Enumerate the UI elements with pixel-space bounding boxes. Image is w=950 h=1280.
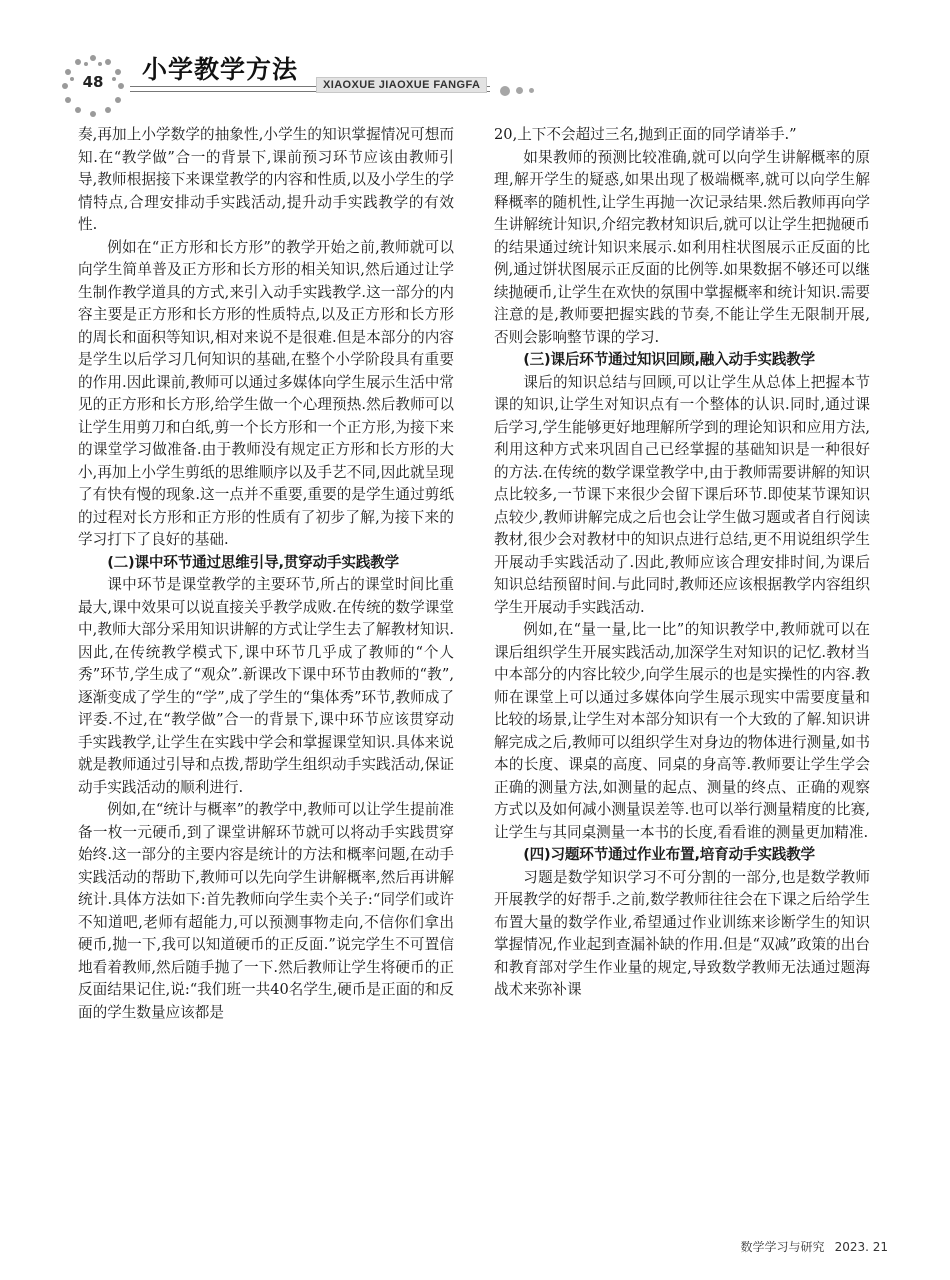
page-header bbox=[0, 0, 950, 120]
footer-issue: 2023. 21 bbox=[834, 1240, 888, 1254]
page-number: 48 bbox=[82, 73, 104, 91]
section-heading: (三)课后环节通过知识回顾,融入动手实践教学 bbox=[523, 351, 815, 368]
right-column bbox=[494, 124, 870, 1002]
paragraph: 例如,在“统计与概率”的教学中,教师可以让学生提前准备一枚一元硬币,到了课堂讲解环节就可以将动手实践贯穿始终.这一部分的主要内容是统计的方法和概率问题,在动手实践活动的帮助下,教师可以先向学生讲解概率,然后再讲解统计.具体方法如下:首先教师向学生卖个关子:“同学们或许不知道吧,老师有超能力,可以预测事物走向,不信你们拿出硬币,抛一下,我可以知道硬币的正反面.”说完学生不可置信地看着教师,然后随手抛了一下.然后教师让学生将硬币的正反面结果记住,说:“我们班一共40名学生,硬币是正面的和反面的学生数量应该都是 bbox=[78, 801, 454, 1021]
paragraph: 课后的知识总结与回顾,可以让学生从总体上把握本节课的知识,让学生对知识点有一个整体的认识.同时,通过课后学习,学生能够更好地理解所学到的理论知识和应用方法,利用这种方式来巩固自己已经掌握的基础知识是一种很好的方法.在传统的数学课堂教学中,由于教师需要讲解的知识点比较多,一节课下来很少会留下课后环节.即使某节课知识点较少,教师讲解完成之后也会让学生做习题或者自行阅读教材,很少会对教材中的知识点进行总结,更不用说组织学生开展动手实践活动了.因此,教师应该合理安排时间,为课后知识总结预留时间.与此同时,教师还应该根据教学内容组织学生开展动手实践活动. bbox=[494, 373, 870, 616]
dot-icon bbox=[516, 87, 523, 94]
left-column bbox=[78, 124, 454, 1024]
paragraph: 课中环节是课堂教学的主要环节,所占的课堂时间比重最大,课中效果可以说直接关乎教学成败.在传统的数学课堂中,教师大部分采用知识讲解的方式让学生去了解教材知识.因此,在传统教学模式下,课中环节几乎成了教师的“个人秀”环节,学生成了“观众”.新课改下课中环节由教师的“教”,逐渐变成了学生的“学”,成了学生的“集体秀”环节,教师成了评委.不过,在“教学做”合一的背景下,课中环节应该贯穿动手实践教学,让学生在实践中学会和掌握课堂知识.具体来说就是教师通过引导和点拨,帮助学生组织动手实践活动,保证动手实践活动的顺利进行. bbox=[78, 576, 454, 796]
paragraph: 20,上下不会超过三名,抛到正面的同学请举手.” bbox=[494, 126, 797, 143]
footer-journal-name: 数学学习与研究 bbox=[740, 1240, 825, 1254]
dot-icon bbox=[500, 86, 510, 96]
paragraph: 习题是数学知识学习不可分割的一部分,也是数学教师开展教学的好帮手.之前,数学教师往往会在下课之后给学生布置大量的数学作业,希望通过作业训练来诊断学生的知识掌握情况,作业起到查漏补缺的作用.但是“双减”政策的出台和教育部对学生作业量的规定,导致数学教师无法通过题海战术来弥补课 bbox=[494, 868, 870, 998]
journal-subtitle: XIAOXUE JIAOXUE FANGFA bbox=[316, 77, 487, 93]
decorative-dots bbox=[500, 80, 540, 99]
paragraph: 奏,再加上小学数学的抽象性,小学生的知识掌握情况可想而知.在“教学做”合一的背景下,课前预习环节应该由教师引导,教师根据接下来课堂教学的内容和性质,以及小学生的学情特点,合理安排动手实践活动,提升动手实践教学的有效性. bbox=[78, 126, 454, 233]
dot-icon bbox=[529, 88, 534, 93]
paragraph: 如果教师的预测比较准确,就可以向学生讲解概率的原理,解开学生的疑惑,如果出现了极端概率,就可以向学生解释概率的随机性,让学生再抛一次记录结果.然后教师再向学生讲解统计知识,介绍完教材知识后,就可以让学生把抛硬币的结果通过统计知识来展示.如利用柱状图展示正反面的比例,通过饼状图展示正反面的比例等.如果数据不够还可以继续抛硬币,让学生在欢快的氛围中掌握概率和统计知识.需要注意的是,教师要把握实践的节奏,不能让学生无限制开展,否则会影响整节课的学习. bbox=[494, 148, 870, 346]
journal-title: 小学教学方法 bbox=[142, 55, 299, 84]
section-heading: (四)习题环节通过作业布置,培育动手实践教学 bbox=[523, 846, 815, 863]
page-number-badge bbox=[62, 55, 124, 117]
section-heading: (二)课中环节通过思维引导,贯穿动手实践教学 bbox=[107, 553, 399, 571]
paragraph: 例如在“正方形和长方形”的教学开始之前,教师就可以向学生简单普及正方形和长方形的相关知识,然后通过让学生制作教学道具的方式,来引入动手实践教学.这一部分的内容主要是正方形和长方形的性质特点,以及正方形和长方形的周长和面积等知识,相对来说不是很难.但是本部分的内容是学生以后学习几何知识的基础,在整个小学阶段具有重要的作用.因此课前,教师可以通过多媒体向学生展示生活中常见的正方形和长方形,给学生做一个心理预热.然后教师可以让学生用剪刀和白纸,剪一个长方形和一个正方形,为接下来的课堂学习做准备.由于教师没有规定正方形和长方形的大小,再加上小学生剪纸的思维顺序以及手艺不同,因此就呈现了有快有慢的现象.这一点并不重要,重要的是学生通过剪纸的过程对长方形和正方形的性质有了初步了解,为接下来的学习打下了良好的基础. bbox=[78, 238, 454, 548]
page-footer bbox=[741, 1238, 888, 1255]
paragraph: 例如,在“量一量,比一比”的知识教学中,教师就可以在课后组织学生开展实践活动,加深学生对知识的记忆.教材当中本部分的内容比较少,向学生展示的也是实操性的内容.教师在课堂上可以通过多媒体向学生展示现实中需要度量和比较的场景,让学生对本部分知识有一个大致的了解.知识讲解完成之后,教师可以组织学生对身边的物体进行测量,如书本的长度、课桌的高度、同桌的身高等.教师要让学生学会正确的测量方法,如测量的起点、测量的终点、正确的观察方式以及如何减小测量误差等.也可以举行测量精度的比赛,让学生与其同桌测量一本书的长度,看看谁的测量更加精准. bbox=[494, 621, 870, 841]
